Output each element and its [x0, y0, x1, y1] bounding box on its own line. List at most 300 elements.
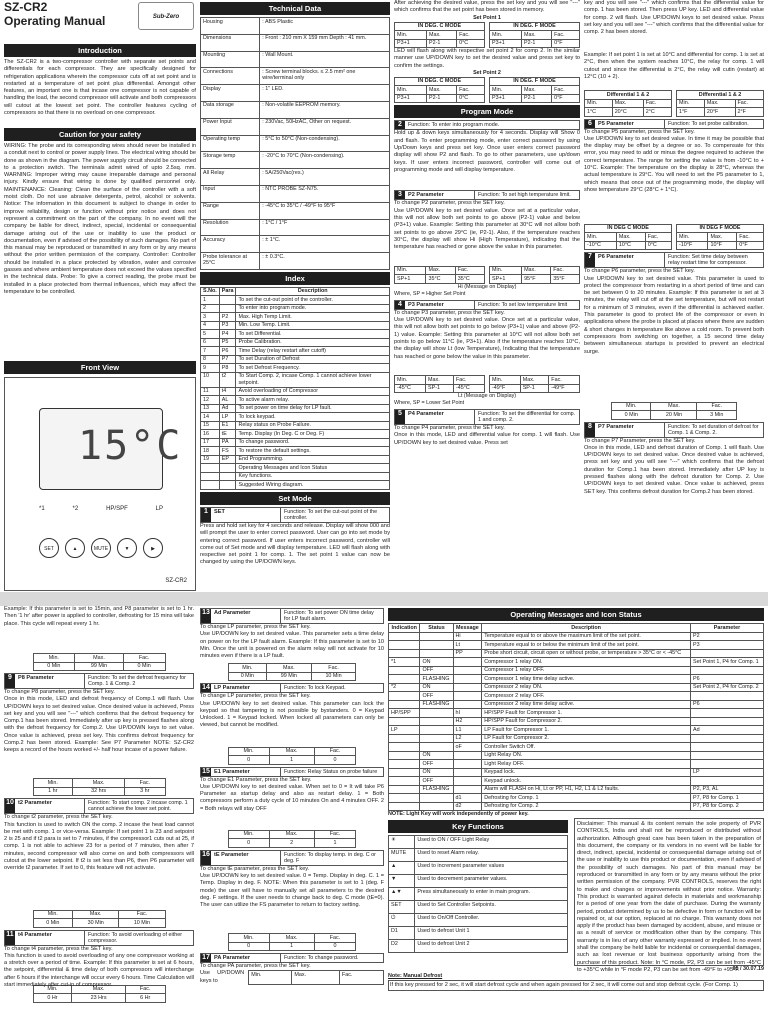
messages-row — [389, 641, 764, 650]
messages-cell: PP — [453, 649, 482, 658]
ad-text: Use UP/DOWN key to set desired value. This parameter sets a time delay on power on for the LP fault alarm. Example: If this parameter is set to 10 Min. Once the unit is powered on the alarm relay will not activate for 10 minutes even if there is a LP fault. — [200, 631, 384, 660]
messages-cell — [389, 785, 420, 794]
index-cell: To restore the default settings. — [236, 447, 390, 456]
tech-value: : -45°C to 35°C / -49°F to 95°F — [260, 202, 390, 219]
tech-row — [201, 236, 390, 253]
index-row — [201, 421, 390, 430]
messages-cell: Temperature equal to or above the maximum limit of the set point. — [482, 632, 691, 641]
tech-label: Operating temp — [201, 135, 260, 152]
p4-text: Once in this mode, LED and differential value for comp. 1 will flash. Use UP/DOWN key to set desired value. Press set — [394, 432, 580, 446]
lp-text: Use UP/DOWN key to set desired value. This parameter can lock the keypad so that tampering is not possible by bystanders. 0 = Keypad Unlocked. 1 = Keypad locked. When locked all parameters can only be viewed, but cannot be modified. — [200, 700, 384, 729]
messages-cell: Compressor 2 relay OFF. — [482, 692, 691, 701]
down-button[interactable]: ▼ — [117, 538, 137, 558]
key-description: Used to decrement parameter values. — [415, 875, 568, 888]
te-text: Use UP/DOWN key to set desired value. 0 = Temp. Display in deg. C. 1 = Temp. Display in deg. F. NOTE: When this parameter is set to 1 (deg. F mode) the user will have to manually set all parameters to the desired deg. F settings. If the user needs to change back to deg. C mode (tE=0). The user can utilize the FS parameter to return to factory setting. — [200, 873, 384, 909]
index-cell — [219, 304, 236, 313]
messages-cell — [389, 717, 420, 726]
index-cell: Operating Messages and Icon Status — [236, 464, 390, 473]
messages-cell: Set Point 1, P4 for Comp. 1 — [690, 658, 763, 667]
messages-row — [389, 768, 764, 777]
tech-label: Display — [201, 85, 260, 102]
param-function: Function: To set high temperature limit. — [478, 192, 571, 199]
messages-cell: Keypad unlock. — [482, 777, 691, 786]
messages-cell — [389, 794, 420, 803]
tech-data-table — [200, 17, 390, 270]
column-2 — [200, 0, 390, 592]
tech-value: : Front : 210 mm X 159 mm Depth : 41 mm. — [260, 34, 390, 51]
index-cell: 11 — [201, 387, 220, 396]
tech-value: : ± 1°C. — [260, 236, 390, 253]
index-cell: Temp. Display (In Deg. C or Deg. F) — [236, 430, 390, 439]
p5-f-table: IN DEG F MODE Min. Max. Fac. -10°F 10°F 0°F — [676, 224, 764, 251]
param-function: Function: Relay Status on probe failure — [284, 768, 378, 775]
tech-row — [201, 169, 390, 186]
key-symbol: D2 — [389, 940, 415, 953]
messages-cell — [690, 777, 763, 786]
messages-cell — [690, 709, 763, 718]
messages-cell: P2, P3, AL — [690, 785, 763, 794]
messages-row — [389, 692, 764, 701]
param-number: 6 — [585, 120, 595, 128]
param-number: 1 — [201, 508, 211, 522]
messages-cell — [690, 760, 763, 769]
tech-value: : ABS Plastic — [260, 18, 390, 35]
messages-cell: *2 — [389, 683, 420, 692]
p6-text: Use UP/DOWN key to set desired value. This parameter is used to protect the compressor from restarting in a short period of time and can be set between 0 to 20 minutes. Example: If this parameter is set at 3 minutes, the relay will cut off at the set temperature, but will not restart for a minimum of 3 minutes, even if the differential is achieved earlier. This parameter is good to protect life of the compressor or even in applications where the probe is placed at places where there are sudden & short changes in temperature like above a cold room. To prevent both compressors from switching on together, a 15 second time delay between simultaneous startups is provided to prevent an electrical surge. — [584, 275, 764, 355]
p6-sub: To change P6 parameter, press the SET key. — [584, 268, 695, 275]
t4-table: Min. Max. Fac. 0 Hr 23 Hrs 6 Hr — [33, 985, 166, 1003]
p3-msg: Lt (Message on Display) — [457, 393, 517, 400]
tech-value: : Non-volatile EEPROM memory. — [260, 101, 390, 118]
tech-value: : -20°C to 70°C (Non-condensing). — [260, 152, 390, 169]
messages-cell — [389, 700, 420, 709]
messages-cell — [690, 743, 763, 752]
lp-sub: To change LP parameter, press the SET key. — [200, 693, 311, 700]
index-cell: Key functions. — [236, 472, 390, 481]
index-col-header: Para — [219, 287, 236, 296]
p3-sub: To change P3 parameter, press the SET key. — [394, 309, 505, 316]
set-mode-heading: Set Mode — [200, 492, 390, 505]
messages-cell — [420, 794, 453, 803]
param-name: P8 Parameter — [15, 674, 85, 688]
param-name: P4 Parameter — [405, 410, 475, 424]
manual-title: Operating Manual — [4, 14, 106, 28]
messages-cell: OFF — [420, 666, 453, 675]
tech-label: All Relay — [201, 169, 260, 186]
index-row — [201, 347, 390, 356]
param-name: SET — [211, 508, 281, 522]
key-description: Used to On/Off Controller. — [415, 914, 568, 927]
e1-table: Min. Max. Fac. 0 2 1 — [228, 830, 357, 848]
key-row — [389, 836, 568, 849]
messages-cell — [420, 734, 453, 743]
device-label: SZ-CR2 — [165, 578, 187, 584]
p2-f-table: Min. Max. Fac. SP+1 95°F 35°F — [489, 266, 580, 284]
page2-column-1 — [4, 606, 194, 1024]
index-cell: 17 — [201, 438, 220, 447]
index-cell: To set Duration of Defrost — [236, 355, 390, 364]
messages-cell: Set Point 2, P4 for Comp. 2 — [690, 683, 763, 692]
param-number: 8 — [585, 423, 595, 437]
tech-row — [201, 101, 390, 118]
index-cell: 15 — [201, 421, 220, 430]
sp2-c-table: IN DEG. C MODE Min. Max. Fac. P3+1 P2-1 0°C — [394, 77, 485, 104]
messages-cell — [453, 777, 482, 786]
key-description: Press simultaneously to enter in main program. — [415, 888, 568, 901]
p5-sub: To change P5 parameter, press the SET key. — [584, 128, 695, 135]
model-title: SZ-CR2 — [4, 0, 48, 14]
key-symbol: ▲▼ — [389, 888, 415, 901]
key-row — [389, 914, 568, 927]
messages-cell: Defrosting for Comp. 1 — [482, 794, 691, 803]
messages-cell — [453, 666, 482, 675]
p8-sub: To change P8 parameter, press the SET key. — [4, 689, 115, 695]
up-button[interactable]: ▲ — [65, 538, 85, 558]
lp-icon: LP — [155, 506, 163, 512]
messages-cell — [420, 717, 453, 726]
power-button[interactable]: ▶ — [143, 538, 163, 558]
program-mode-text: Hold up & down keys simultaneously for 4 seconds. Display will Show 0 and flash. To enter programming mode, enter correct password by using Up/Down keys and press set key. Once user enters correct password display will show P2 and flash. To go to other parameters, use up/down keys. If user enters incorrect password, controller will come out of programming mode and will display temperature. — [394, 130, 580, 173]
program-mode-param — [394, 120, 580, 130]
param-number: 16 — [201, 851, 211, 865]
key-row — [389, 875, 568, 888]
tech-label: Dimensions — [201, 34, 260, 51]
p5-c-table: IN DEG C MODE Min. Max. Fac. -10°C 10°C 0°C — [584, 224, 672, 251]
index-cell: 9 — [201, 364, 220, 373]
front-view-panel — [4, 377, 196, 591]
ad-sub: To change LP parameter, press the SET key. — [200, 624, 311, 630]
diff-c-table: Differential 1 & 2 Min. Max. Fac. 1°C 20°C 2°C — [584, 90, 672, 117]
messages-cell — [690, 666, 763, 675]
p7-param — [584, 422, 764, 438]
p2-tables — [394, 266, 580, 284]
messages-cell — [690, 734, 763, 743]
param-function: Function: To set probe calibration. — [668, 120, 749, 127]
comp1-icon: *1 — [39, 506, 45, 512]
messages-cell — [420, 802, 453, 811]
p3-tables — [394, 375, 580, 393]
index-cell: Ad — [219, 404, 236, 413]
index-cell: 1 — [201, 296, 220, 305]
messages-cell: oF — [453, 743, 482, 752]
messages-cell: LP — [690, 768, 763, 777]
messages-cell: d1 — [453, 794, 482, 803]
tech-value: : 230Vac, 50HzAC, Other on request. — [260, 118, 390, 135]
index-row — [201, 413, 390, 422]
e1-sub: To change E1 Parameter, press the SET key. — [200, 776, 312, 783]
p3-f-table: Min. Max. Fac. -49°F SP-1 -49°F — [489, 375, 580, 393]
comp2-icon: *2 — [72, 506, 79, 512]
index-cell: Avoid overloading of Compressor — [236, 387, 390, 396]
index-row — [201, 330, 390, 339]
status-icons — [39, 506, 163, 512]
param-number: 11 — [5, 931, 15, 945]
key-description: Used to defrost Unit 2 — [415, 940, 568, 953]
tech-label: Data storage — [201, 101, 260, 118]
p7-text: Once in this mode, LED and defrost duration of Comp. 1 will flash. Use UP/DOWN keys to set desired value. Once desired value is achieved, press set key and you will see "---" which confirms that the defrost duration for Comp.1 has been stored. Immediately after UP key is pressed flashes along with the defrost duration for Comp. 2. Use UP/DOWN keys to set desired value. Once value is achieved, press SET key. This confirms defrost duration for Comp.2 has been stored. — [584, 444, 764, 495]
param-function: Function: To set power ON time delay for LP fault alarm. — [284, 610, 374, 622]
messages-row — [389, 760, 764, 769]
sp1-f-table: IN DEG. F MODE Min. Max. Fac. P3+1 P2-1 0°F — [489, 22, 580, 49]
p7-sub: To change P7 Parameter, press the SET key. — [584, 437, 696, 444]
index-cell: To set Defrost Frequency. — [236, 364, 390, 373]
mute-button[interactable]: MUTE — [91, 538, 111, 558]
messages-table — [388, 623, 764, 811]
index-cell: 5 — [201, 330, 220, 339]
messages-cell: Controller Switch Off. — [482, 743, 691, 752]
messages-cell: P7, P8 for Comp. 1 — [690, 794, 763, 803]
pa-text: Use UP/DOWN keys to — [200, 970, 245, 984]
index-row — [201, 296, 390, 305]
messages-cell — [420, 632, 453, 641]
index-cell — [219, 481, 236, 490]
index-cell: End Programming. — [236, 455, 390, 464]
index-row — [201, 372, 390, 387]
messages-cell: Light Relay ON. — [482, 751, 691, 760]
messages-cell: d2 — [453, 802, 482, 811]
messages-cell: OFF — [420, 692, 453, 701]
index-cell — [219, 296, 236, 305]
index-row — [201, 438, 390, 447]
messages-cell — [453, 760, 482, 769]
index-row — [201, 464, 390, 473]
messages-cell — [453, 700, 482, 709]
key-symbol: D1 — [389, 927, 415, 940]
p6-table: Min. Max. Fac. 0 Min 20 Min 3 Min — [611, 402, 737, 420]
messages-cell — [420, 726, 453, 735]
index-row — [201, 455, 390, 464]
program-mode-heading: Program Mode — [394, 105, 580, 118]
p3-where: Where, SP = Lower Set Point — [394, 400, 465, 407]
messages-col-header: Description — [482, 624, 691, 633]
messages-row — [389, 632, 764, 641]
messages-row — [389, 777, 764, 786]
t4-param — [4, 930, 194, 946]
index-cell: 8 — [201, 355, 220, 364]
index-cell: To change password. — [236, 438, 390, 447]
p4-sub: To change P4 parameter, press the SET key. — [394, 425, 505, 432]
messages-cell: P6 — [690, 700, 763, 709]
messages-col-header: Status — [420, 624, 453, 633]
index-cell: To enter into program mode. — [236, 304, 390, 313]
index-row — [201, 404, 390, 413]
messages-cell: Temperature equal to or below the minimum limit of the set point. — [482, 641, 691, 650]
p8-param — [4, 673, 194, 689]
key-symbol: ▲ — [389, 862, 415, 875]
messages-row — [389, 734, 764, 743]
key-symbol: ☀ — [389, 836, 415, 849]
messages-cell — [389, 632, 420, 641]
index-cell: 6 — [201, 338, 220, 347]
param-function: Function: To set the cut-out point of the controller. — [284, 508, 378, 521]
messages-cell — [420, 709, 453, 718]
messages-cell: Ad — [690, 726, 763, 735]
messages-cell: LP Fault for Compressor 1. — [482, 726, 691, 735]
messages-cell — [453, 675, 482, 684]
key-row — [389, 940, 568, 953]
sp1-c-table: IN DEG. C MODE Min. Max. Fac. P3+1 P2-1 0°C — [394, 22, 485, 49]
sp2-f-table: IN DEG. F MODE Min. Max. Fac. P3+1 P2-1 0°F — [489, 77, 580, 104]
messages-cell: P3 — [690, 641, 763, 650]
tech-heading: Technical Data — [200, 2, 390, 15]
keys-heading: Key Functions — [388, 820, 568, 833]
set-mode-text: Press and hold set key for 4 seconds and release. Display will show 000 and will prompt the user to enter correct password. User can go into set mode by entering correct password. If user enters incorrect password, controller will come out of Set mode and will display temperature. LED will flash along with respective set point 1 for comp. 1. The set point 1 value can now be changed by using the UP/DOWN keys. — [200, 522, 390, 566]
index-cell: P5 — [219, 338, 236, 347]
index-cell: 12 — [201, 396, 220, 405]
manual-defrost-text: If this key pressed for 2 sec, it will start defrost cycle and when again pressed for 2 sec, it will come out and stop defrost cycle. (For Comp. 1) — [388, 980, 764, 991]
param-number: 3 — [395, 191, 405, 199]
messages-cell — [389, 802, 420, 811]
messages-cell — [453, 768, 482, 777]
column-4 — [584, 0, 764, 592]
param-number: 4 — [395, 301, 405, 309]
messages-cell: HP/SPP Fault for Compressor 2. — [482, 717, 691, 726]
messages-cell: H2 — [453, 717, 482, 726]
manual-defrost-label: Note: Manual Defrost — [388, 973, 443, 979]
p4-param — [394, 409, 580, 425]
key-row — [389, 901, 568, 914]
doc-date: 05 / 30.07.19 — [732, 966, 764, 972]
messages-cell: ON — [420, 658, 453, 667]
messages-cell: P6 — [690, 675, 763, 684]
messages-cell: Hi — [453, 632, 482, 641]
e1-text: Use UP/DOWN key to set desired value. When set to 0 = It will take P6 Parameter as startup delay and also as restart delay. 1 = Both compressors perform a duty cycle of 10 minutes On and 4 minutes OFF. 2 = Both relays will stay OFF — [200, 783, 384, 812]
ad-table: Min. Max. Fac. 0 Min 99 Min 10 Min — [228, 663, 357, 681]
messages-row — [389, 675, 764, 684]
p5-text: Use UP/DOWN key to set desired value. In time it may be possible that the display may be offset by a degree or so. To compensate for this error, you may need to add or minus the degree required to achieve the correct temperature. The range for setting the value is from -10°C to + 10°C. Example: The temperature on the display is 28°C, whereas the actual temperature is 29°C. You will need to set the P5 parameter to 1, which means that once out of the programming mode, the display will show temperature 29°C (28°C + 1°C). — [584, 135, 764, 193]
index-cell: Suggested Wiring diagram. — [236, 481, 390, 490]
t4-text: This function is used to avoid overloading of any one compressor working at a stretch over a period of time. Example: If this parameter is set at 6 hours, the setpoint, differential & time delay of both compressors will interchange after 6 hours if the interchange will occur every 6 hours. Time Calculation will start immediately after cut-in of compressor. — [4, 952, 194, 989]
messages-col-header: Indication — [389, 624, 420, 633]
key-description: Used to reset Alarm relay. — [415, 849, 568, 862]
messages-cell — [690, 751, 763, 760]
param-function: Function: Set time delay between relay restart time for compressor. — [668, 254, 748, 267]
index-row — [201, 304, 390, 313]
param-function: Function: To enter into program mode. — [408, 122, 500, 129]
p7-example: Example: If this parameter is set to 15min, and P8 parameter is set to 1 hr. Then '1 hr' after power is applied to controller, defrosting for 15 mins will take place. This cycle will repeat every 1 hr. — [4, 606, 194, 627]
key-row — [389, 862, 568, 875]
messages-row — [389, 717, 764, 726]
param-number: 9 — [5, 674, 15, 688]
messages-cell: Defrosting for Comp. 2 — [482, 802, 691, 811]
messages-cell: L1 — [453, 726, 482, 735]
index-cell — [219, 464, 236, 473]
diff-tables — [584, 90, 764, 117]
tech-value: : 5A/250Vac(res.) — [260, 169, 390, 186]
param-number: 2 — [395, 121, 405, 129]
tech-value: : 1" LED. — [260, 85, 390, 102]
messages-cell: OFF — [420, 760, 453, 769]
index-cell: P8 — [219, 364, 236, 373]
messages-col-header: Message — [453, 624, 482, 633]
messages-row — [389, 666, 764, 675]
key-row — [389, 927, 568, 940]
setpoint2-label: Set Point 2 — [473, 69, 501, 76]
param-function: Function: To avoid overloading of either compressor. — [88, 931, 182, 944]
key-symbol: ⏻ — [389, 914, 415, 927]
param-function: Function: To set duration of defrost for Comp. 1 & Comp. 2. — [668, 423, 759, 436]
messages-cell — [453, 692, 482, 701]
t4-sub: To change t4 parameter, press the SET key. — [4, 945, 113, 952]
param-name: tE Parameter — [211, 851, 281, 865]
index-row — [201, 481, 390, 490]
index-header — [201, 287, 390, 296]
tech-row — [201, 185, 390, 202]
tech-label: Connections — [201, 68, 260, 85]
index-row — [201, 313, 390, 322]
e1-param — [200, 767, 384, 777]
index-cell: 16 — [201, 430, 220, 439]
messages-cell — [389, 734, 420, 743]
p3-c-table: Min. Max. Fac. -45°C SP-1 -45°C — [394, 375, 485, 393]
index-cell: P6 — [219, 347, 236, 356]
key-symbol: SET — [389, 901, 415, 914]
messages-cell — [690, 692, 763, 701]
key-description: Used to defrost Unit 1 — [415, 927, 568, 940]
index-row — [201, 387, 390, 396]
setpoint2-text: LED will flash along with respective set point 2 for comp 2. In the similar manner use UP/DOWN key to set the desired value and press set key to confirm the settings. — [394, 48, 580, 69]
messages-cell — [453, 683, 482, 692]
ad-param — [200, 608, 384, 624]
tech-row — [201, 118, 390, 135]
tech-label: Storage temp — [201, 152, 260, 169]
setpoint1-label: Set Point 1 — [473, 14, 501, 21]
set-button[interactable]: SET — [39, 538, 59, 558]
pa-param — [200, 953, 384, 963]
param-name: Ad Parameter — [211, 609, 281, 623]
p2-c-table: Min. Max. Fac. SP+1 35°C 35°C — [394, 266, 485, 284]
messages-cell: OFF — [420, 777, 453, 786]
index-cell: To active alarm relay. — [236, 396, 390, 405]
messages-cell: HP/SPP Fault for Compressor 1. — [482, 709, 691, 718]
param-function: Function: To display temp. in deg. C or deg. F — [284, 851, 376, 864]
messages-cell: FLASHING — [420, 675, 453, 684]
index-cell: To lock keypad. — [236, 413, 390, 422]
tech-value: : ± 0.3°C. — [260, 253, 390, 270]
index-cell — [201, 464, 220, 473]
index-cell: 2 — [201, 304, 220, 313]
param-name: E1 Parameter — [211, 768, 281, 776]
key-symbol: ▼ — [389, 875, 415, 888]
index-cell: P3 — [219, 321, 236, 330]
tech-row — [201, 51, 390, 68]
p6-param — [584, 252, 764, 268]
p5-param — [584, 119, 764, 129]
p2-where: Where, SP = Higher Set Point — [394, 290, 466, 297]
messages-cell — [389, 641, 420, 650]
param-name: P6 Parameter — [595, 253, 665, 267]
messages-cell: Compressor 2 relay ON. — [482, 683, 691, 692]
messages-cell — [690, 717, 763, 726]
tech-row — [201, 253, 390, 270]
p2-msg: Hi (Message on Display) — [457, 283, 517, 290]
index-cell: 7 — [201, 347, 220, 356]
index-cell: E1 — [219, 421, 236, 430]
index-cell: EP — [219, 455, 236, 464]
tech-value: : 1°C / 1°F — [260, 219, 390, 236]
index-cell: Probe Calibration. — [236, 338, 390, 347]
param-name: t2 Parameter — [15, 799, 85, 813]
index-cell: 4 — [201, 321, 220, 330]
param-number: 15 — [202, 767, 210, 775]
page2-column-3 — [388, 606, 764, 1024]
temperature-display: 15°C — [39, 408, 163, 490]
index-row — [201, 396, 390, 405]
pa-row — [200, 970, 384, 985]
messages-cell: FLASHING — [420, 785, 453, 794]
index-row — [201, 472, 390, 481]
p8-table: Min. Max. Fac. 1 hr 32 hrs 3 hr — [33, 778, 166, 796]
